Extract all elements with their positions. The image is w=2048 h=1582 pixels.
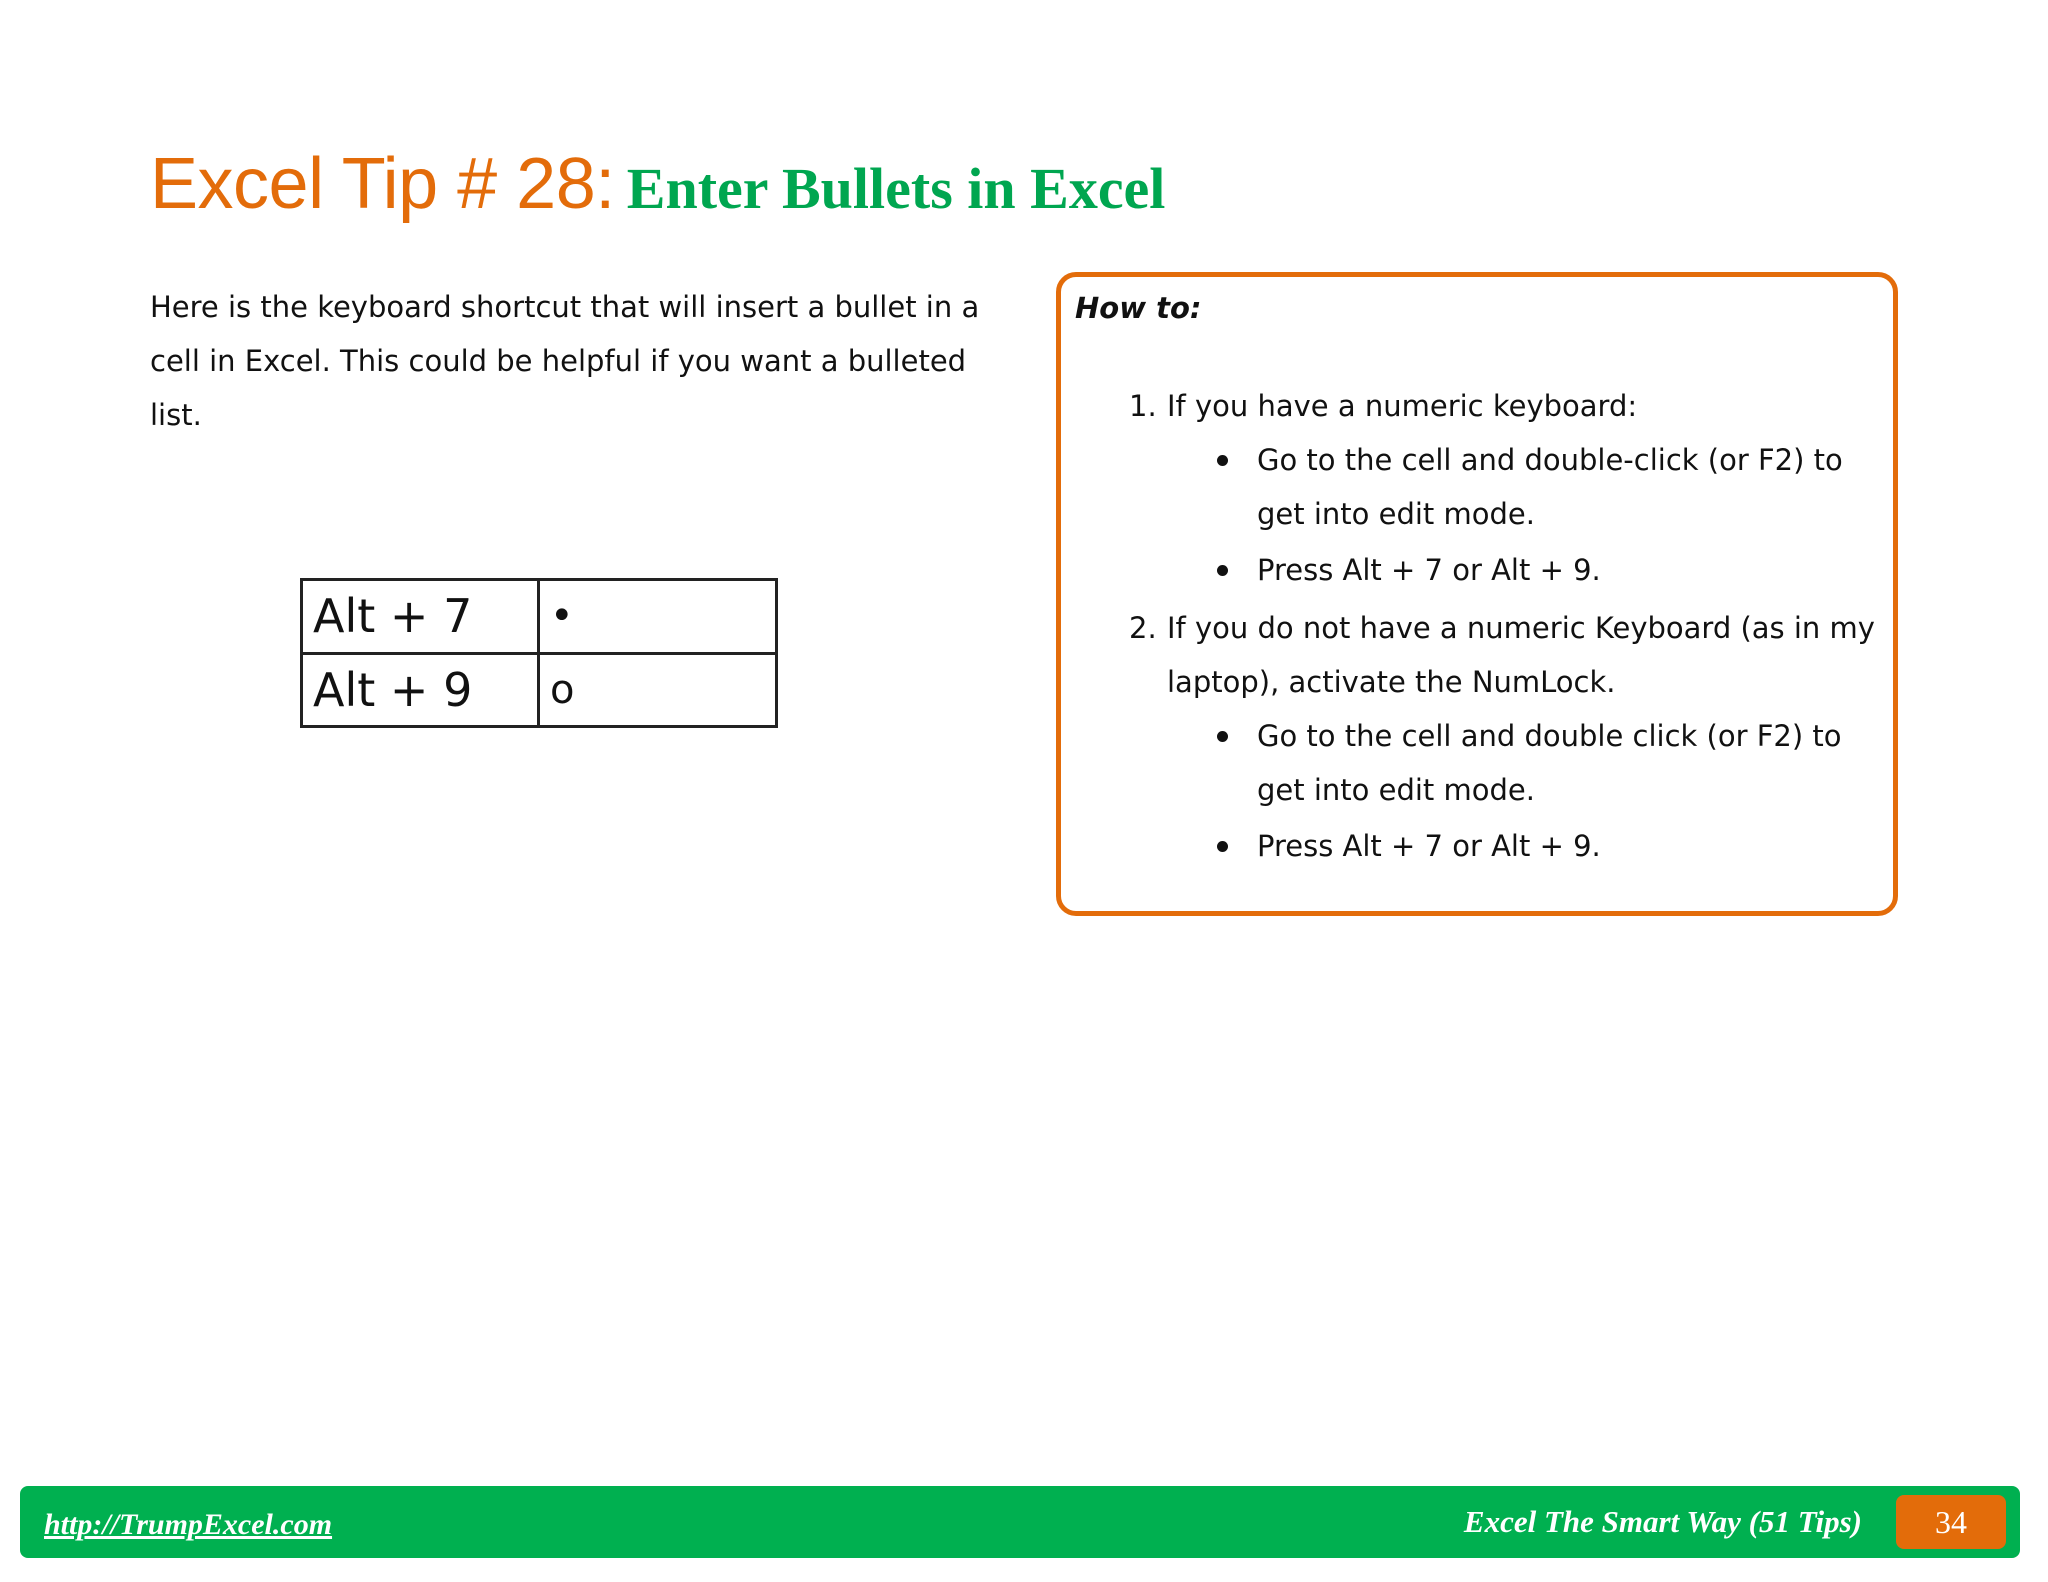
- step-item: [1061, 379, 1891, 597]
- step-text: If you have a numeric keyboard:: [1167, 389, 1638, 423]
- bullet-icon: [1217, 731, 1228, 742]
- bullet-text: Press Alt + 7 or Alt + 9.: [1257, 829, 1601, 863]
- footer-bar: [20, 1486, 2020, 1558]
- bullet-icon: [1217, 455, 1228, 466]
- bullet-text: Go to the cell and double-click (or F2) to get into edit mode.: [1257, 443, 1843, 531]
- intro-paragraph: Here is the keyboard shortcut that will insert a bullet in a cell in Excel. This could be helpful if you want a bulleted list.: [150, 290, 980, 432]
- table-row: [302, 580, 777, 654]
- bullet-text: Go to the cell and double click (or F2) to get into edit mode.: [1257, 719, 1842, 807]
- bullet-symbol-cell: o: [539, 653, 777, 727]
- step-number: 2.: [1129, 611, 1157, 645]
- page-number-badge: 34: [1896, 1495, 2006, 1549]
- bullet-icon: [1217, 841, 1228, 852]
- step-number: 1.: [1129, 389, 1157, 423]
- bullet-icon: [1217, 565, 1228, 576]
- step-text: If you do not have a numeric Keyboard (as in my laptop), activate the NumLock.: [1167, 611, 1875, 699]
- website-link[interactable]: http://TrumpExcel.com: [44, 1508, 333, 1541]
- bullet-list: [1167, 709, 1891, 873]
- how-to-heading: How to:: [1075, 291, 1202, 325]
- table-row: [302, 653, 777, 727]
- bullet-symbol-cell: •: [539, 580, 777, 654]
- step-item: [1061, 601, 1891, 873]
- page-title: [150, 144, 1166, 224]
- list-item: [1167, 709, 1891, 817]
- shortcut-table: [300, 578, 778, 728]
- bullet-list: [1167, 433, 1891, 597]
- tip-title: Enter Bullets in Excel: [626, 156, 1166, 221]
- list-item: [1167, 543, 1891, 597]
- shortcut-key-cell: Alt + 7: [302, 580, 539, 654]
- list-item: [1167, 433, 1891, 541]
- bullet-text: Press Alt + 7 or Alt + 9.: [1257, 553, 1601, 587]
- book-title: Excel The Smart Way (51 Tips): [1463, 1504, 1862, 1539]
- how-to-box: [1056, 272, 1898, 916]
- list-item: [1167, 819, 1891, 873]
- shortcut-key-cell: Alt + 9: [302, 653, 539, 727]
- steps-list: [1061, 375, 1891, 875]
- tip-number: Excel Tip # 28:: [150, 144, 615, 224]
